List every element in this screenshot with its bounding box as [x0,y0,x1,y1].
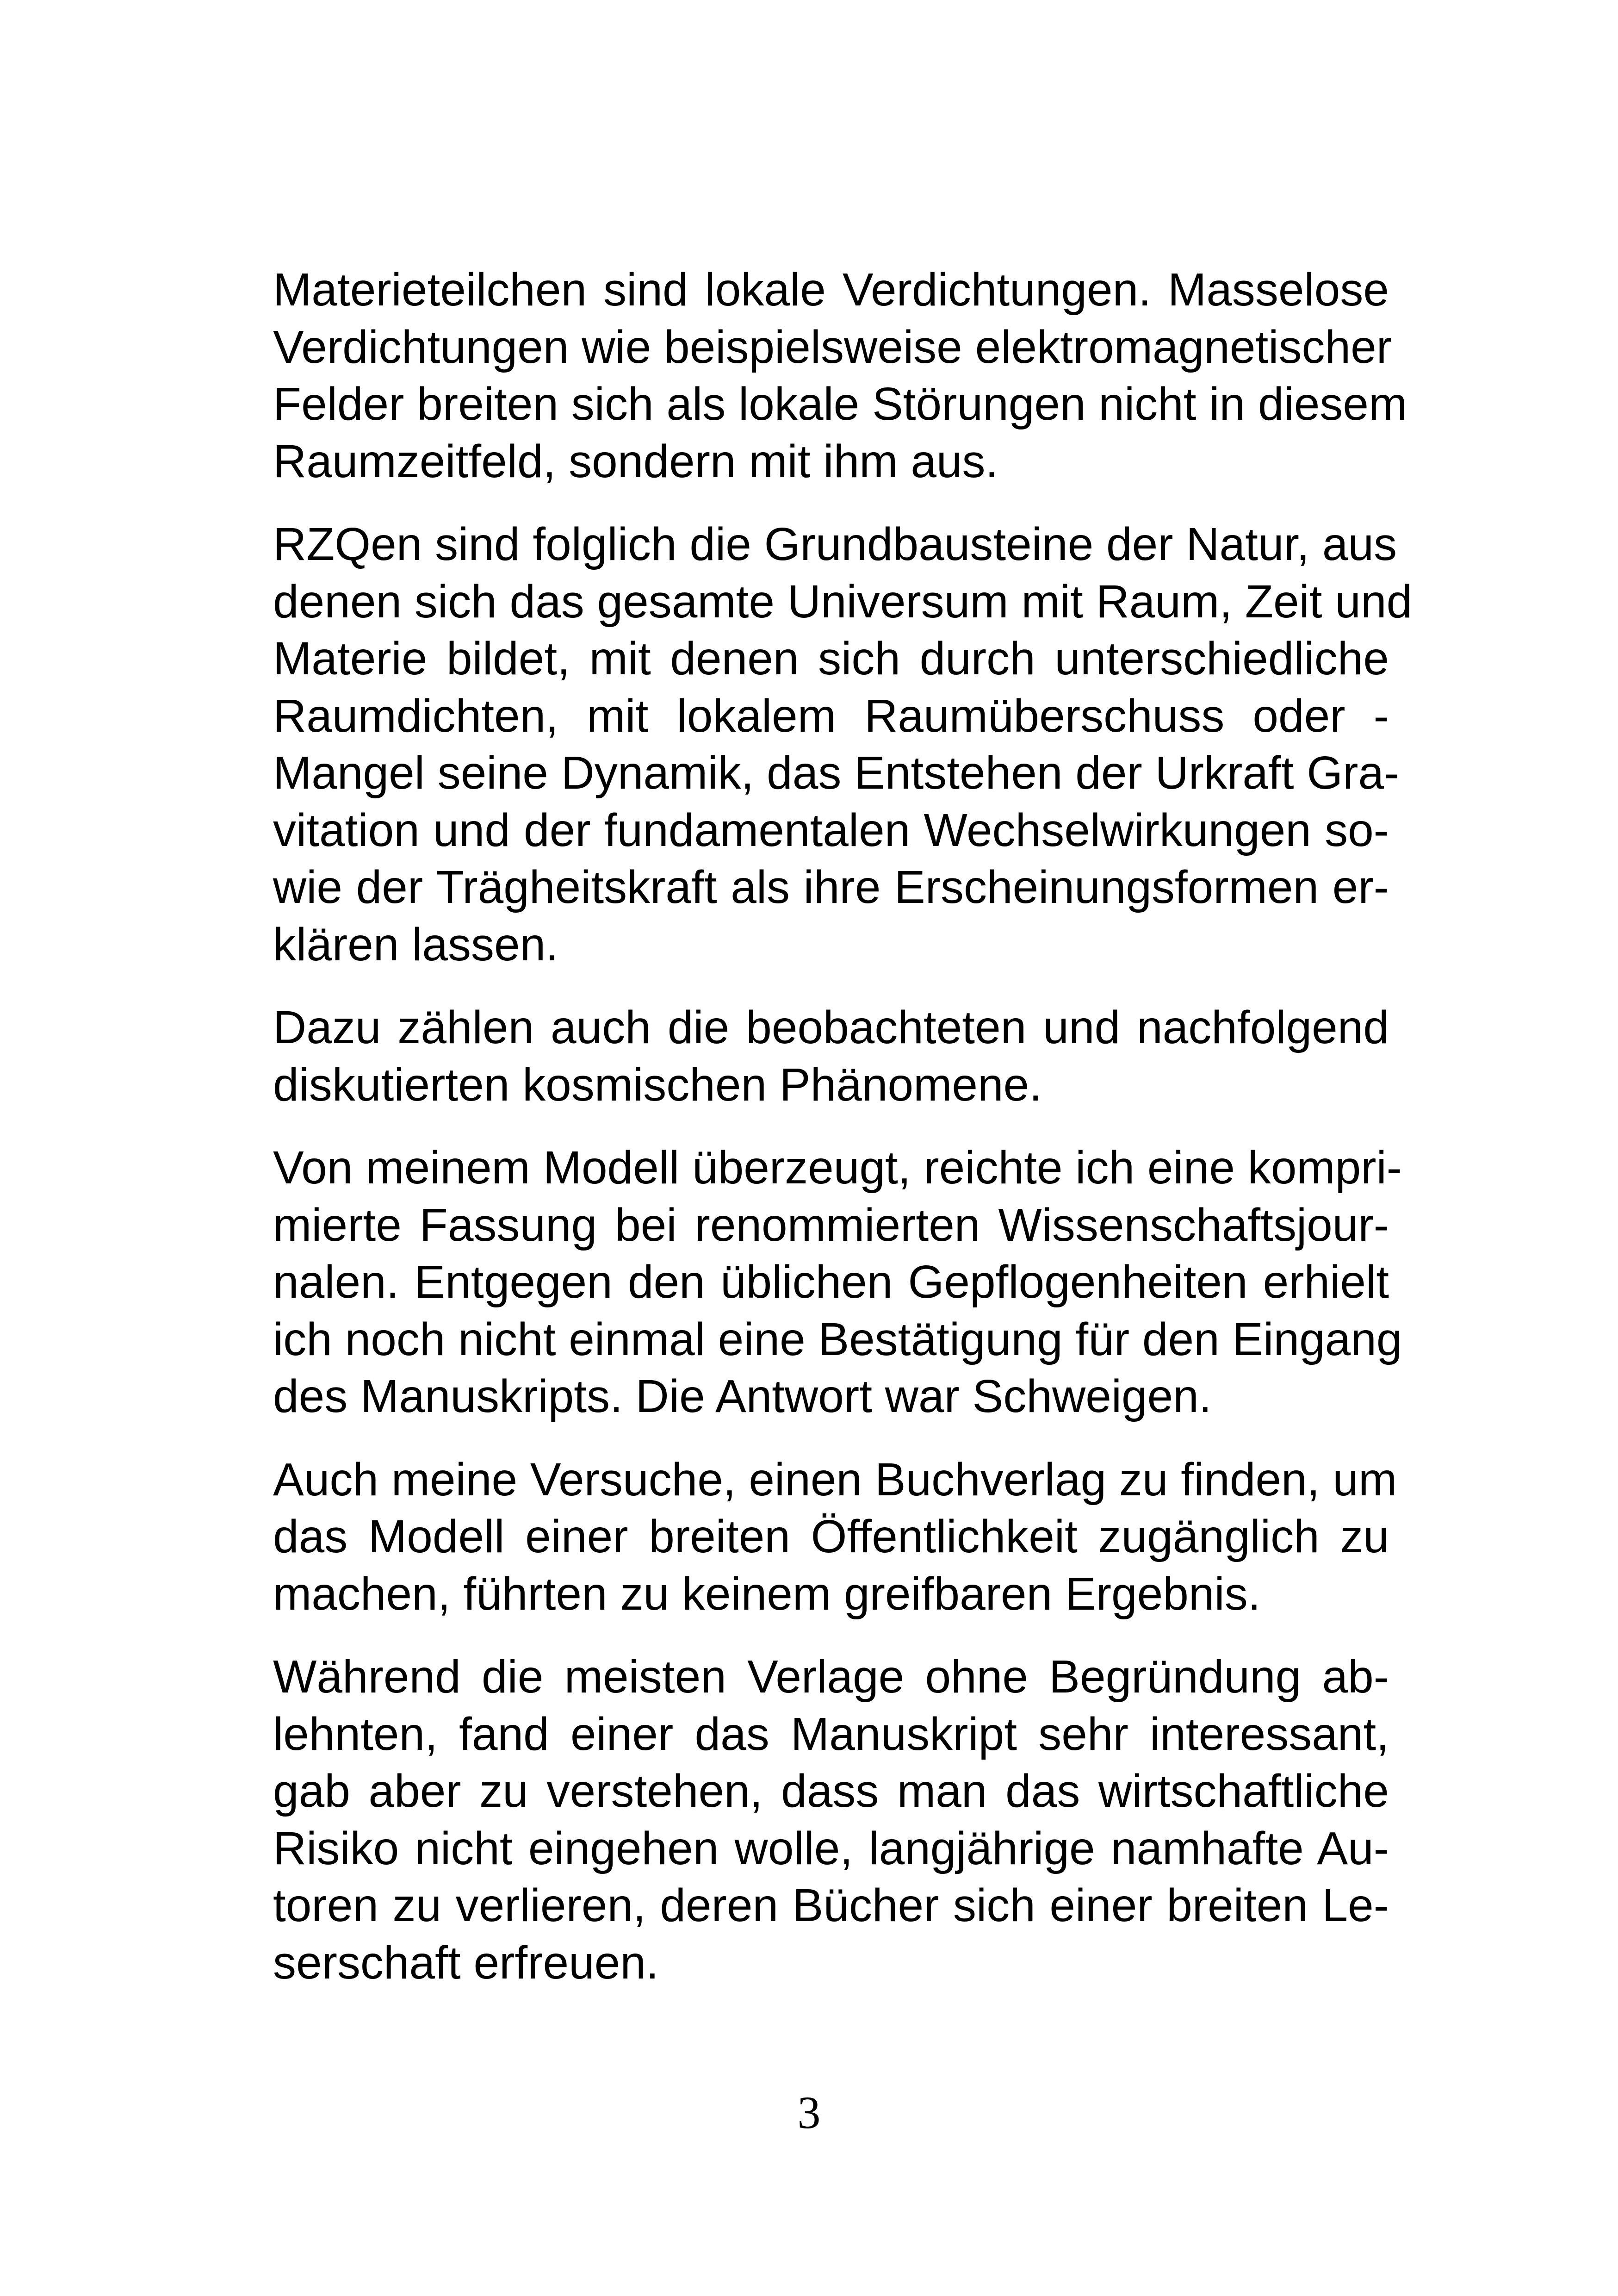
paragraph [273,261,1407,490]
text-line: Raumdichten, mit lokalem Raumüberschuss oder - [273,690,1389,742]
paragraph [273,516,1413,973]
text-line: klären lassen. [273,918,558,971]
text-line: Von meinem Modell überzeugt, reichte ich eine kompri- [273,1142,1402,1194]
text-line: Risiko nicht eingehen wolle, langjährige namhafte Au- [273,1822,1389,1874]
text-line: Dazu zählen auch die beobachteten und nachfolgend [273,1002,1389,1053]
text-line: ich noch nicht einmal eine Bestätigung für den Eingang [273,1313,1402,1365]
text-line: diskutierten kosmischen Phänomene. [273,1058,1042,1111]
text-line: Mangel seine Dynamik, das Entstehen der Urkraft Gra- [273,747,1400,799]
text-line: Während die meisten Verlage ohne Begründung ab- [273,1651,1389,1703]
text-line: denen sich das gesamte Universum mit Raum, Zeit und [273,575,1413,628]
paragraph [273,1451,1397,1623]
text-line: Auch meine Versuche, einen Buchverlag zu finden, um [273,1453,1397,1506]
paragraph [273,1649,1389,1991]
text-line: Materie bildet, mit denen sich durch unterschiedliche [273,633,1389,684]
text-line: gab aber zu verstehen, dass man das wirtschaftliche [273,1765,1389,1817]
text-line: lehnten, fand einer das Manuskript sehr interessant, [273,1708,1389,1760]
body-text [273,261,1413,2017]
text-line: Verdichtungen wie beispielsweise elektromagnetischer [273,321,1392,373]
text-line: serschaft erfreuen. [273,1936,659,1989]
text-line: Materieteilchen sind lokale Verdichtungen. Masselose [273,264,1389,316]
text-line: Raumzeitfeld, sondern mit ihm aus. [273,435,998,487]
text-line: Felder breiten sich als lokale Störungen nicht in diesem [273,378,1407,430]
paragraph [273,999,1389,1114]
page-number: 3 [797,2087,821,2138]
text-line: des Manuskripts. Die Antwort war Schweigen. [273,1370,1212,1422]
text-line: toren zu verlieren, deren Bücher sich einer breiten Le- [273,1879,1389,1931]
text-line: machen, führten zu keinem greifbaren Ergebnis. [273,1568,1261,1620]
text-line: RZQen sind folglich die Grundbausteine der Natur, aus [273,518,1397,570]
text-line: nalen. Entgegen den üblichen Gepflogenheiten erhielt [273,1256,1389,1308]
text-line: mierte Fassung bei renommierten Wissenschaftsjour- [273,1199,1389,1251]
text-line: vitation und der fundamentalen Wechselwirkungen so- [273,804,1389,856]
paragraph [273,1139,1402,1425]
text-line: wie der Trägheitskraft als ihre Erscheinungsformen er- [273,861,1389,913]
text-line: das Modell einer breiten Öffentlichkeit zugänglich zu [273,1511,1389,1562]
